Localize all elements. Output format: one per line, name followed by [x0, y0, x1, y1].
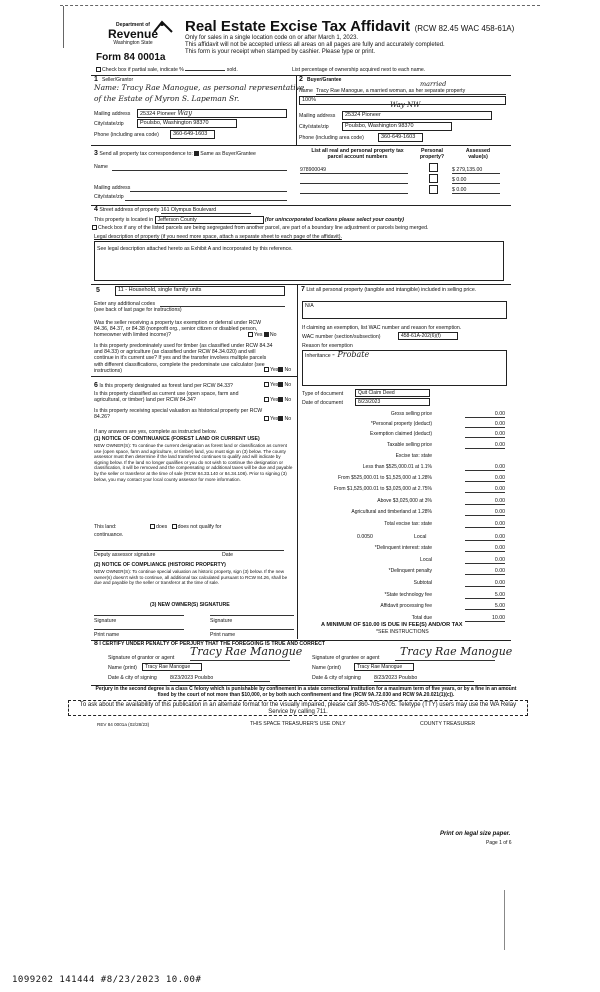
s5-q1-no[interactable]: [264, 332, 269, 337]
accessibility-box: [68, 700, 528, 716]
s3-name-label: Name: [94, 164, 108, 170]
parcel-row-0[interactable]: 978900049: [300, 167, 408, 174]
grantor-signature[interactable]: Tracy Rae Manogue: [190, 645, 303, 658]
s6-q1-yes-label: Yes: [270, 382, 279, 388]
same-as-buyer-checkbox[interactable]: [194, 151, 199, 156]
buyer-label: Buyer/Grantee: [307, 77, 342, 83]
buyer-addr-label: Mailing address: [299, 113, 336, 119]
partial-sale-row: [96, 67, 238, 73]
grantee-sig-line: [395, 660, 495, 661]
calc2-label-6: Total due: [411, 615, 432, 621]
revenue-logo-icon: [152, 20, 174, 34]
calc-label-10: Total excise tax: state: [384, 521, 432, 527]
dept-line3: Washington State: [113, 40, 153, 46]
s5-q1: Was the seller receiving a property tax exemption or deferral under RCW 84.36, 84.37, or 84.38 (nonprofit org., senior citizen or disabled person, homeowner with limited income)?: [94, 320, 262, 339]
s6-q2-answers: [264, 397, 291, 403]
seller-address-field[interactable]: [137, 109, 287, 118]
personal-header: Personal property?: [419, 148, 445, 161]
calc-value-3[interactable]: 0.00: [465, 442, 505, 449]
s6-q3-yes-label: Yes: [270, 416, 279, 422]
calc-label-0: Gross selling price: [390, 411, 432, 417]
calc-label-5: Less than $525,000.01 at 1.1%: [362, 464, 432, 470]
form-title: Real Estate Excise Tax Affidavit: [185, 18, 411, 35]
s5-q2-answers: [264, 367, 291, 373]
calc-value-6[interactable]: 0.00: [465, 475, 505, 482]
note-3: This form is your receipt when stamped by cashier. Please type or print.: [185, 49, 376, 55]
continuance-label: continuance.: [94, 532, 124, 538]
s6-q1-no-label: No: [284, 382, 292, 388]
s3-addr-label: Mailing address: [94, 185, 131, 191]
county-select[interactable]: Jefferson County: [155, 216, 264, 224]
buyer-city-label: City/state/zip: [299, 124, 329, 130]
buyer-city-field[interactable]: Poulsbo, Washington 98370: [342, 122, 452, 131]
grantee-date-label: Date & city of signing: [312, 675, 361, 681]
compliance-title: (2) NOTICE OF COMPLIANCE (HISTORIC PROPERTY): [94, 562, 226, 568]
assessed-row-2[interactable]: $ 0.00: [452, 187, 500, 194]
segregation-checkbox[interactable]: [92, 225, 97, 230]
section-4-num: 4: [94, 206, 98, 213]
owner-print-label-1: Print name: [94, 632, 120, 638]
buyer-addr-hand: Way NW: [390, 101, 421, 109]
s3-name-input[interactable]: [112, 170, 287, 171]
unincorp-note: (for unincorporated locations please select your county): [265, 217, 404, 223]
s5-q2-yes-label: Yes: [270, 367, 279, 373]
seller-addr-label: Mailing address: [94, 111, 131, 117]
seller-address-hand: Way: [177, 109, 193, 117]
s7-label-row: [301, 287, 501, 293]
grantor-name-field[interactable]: Tracy Rae Manogue: [142, 663, 202, 671]
form-cite: (RCW 82.45 WAC 458-61A): [414, 24, 515, 33]
section-3-num: 3: [94, 150, 98, 157]
calc-label-9: Agricultural and timberland at 1.28%: [351, 509, 432, 515]
calc2-label-3: Subtotal: [413, 580, 432, 586]
owner-print-line-1[interactable]: [94, 629, 184, 630]
partial-sale-pct-input[interactable]: [185, 70, 225, 71]
calc-label-2: Exemption claimed (deduct): [370, 431, 432, 437]
dept-line1: Department of: [116, 22, 150, 28]
calc-label-3: Taxable selling price: [386, 442, 432, 448]
buyer-name-field[interactable]: Tracy Rae Manogue, a married woman, as her separate property: [316, 88, 506, 95]
s3-city-input[interactable]: [125, 200, 287, 201]
parcel-row-2[interactable]: [300, 187, 408, 194]
grantee-name-field[interactable]: Tracy Rae Manogue: [354, 663, 414, 671]
calc2-label-5: Affidavit processing fee: [380, 603, 432, 609]
continuance-title: (1) NOTICE OF CONTINUANCE (FOREST LAND OR CURRENT USE): [94, 436, 260, 442]
doc-date-field[interactable]: 8/23/2023: [355, 398, 430, 406]
s6-q3-yes[interactable]: [264, 416, 269, 421]
rev-number: REV 84 0001a (02/28/23): [97, 722, 150, 727]
calc-label-6: From $525,000.01 to $1,525,000 at 1.28%: [338, 475, 432, 481]
s6-q2-no-label: No: [284, 397, 292, 403]
buyer-address-field[interactable]: 25324 Pioneer: [342, 111, 492, 120]
local-value[interactable]: 0.00: [465, 534, 505, 541]
calc2-value-4[interactable]: 5.00: [465, 592, 505, 599]
s5-q1-answers: [248, 332, 277, 338]
dept-line2: Revenue: [107, 27, 159, 41]
s5-q2-no[interactable]: [278, 367, 283, 372]
owner-sig-line-1[interactable]: [94, 615, 184, 616]
section-5-num: 5: [96, 287, 100, 294]
s5-q1-no-label: No: [269, 332, 277, 338]
section-8-num: 8: [94, 640, 98, 647]
seller-name-hand-2[interactable]: of the Estate of Myron S. Lapeman Sr.: [94, 94, 240, 103]
rule: [91, 284, 511, 285]
land-does-label: does: [156, 524, 168, 530]
doc-type-field[interactable]: Quit Claim Deed: [355, 389, 430, 397]
s8-cert: I CERTIFY UNDER PENALTY OF PERJURY THAT THE FOREGOING IS TRUE AND CORRECT: [99, 641, 326, 647]
owner-sig-label-2: Signature: [210, 618, 233, 624]
note-2: This affidavit will not be accepted unless all areas on all pages are fully and accurately completed.: [185, 42, 445, 48]
buyer-phone-label: Phone (including area code): [299, 135, 364, 141]
buyer-name-label: Name: [299, 88, 313, 94]
legal-description-field[interactable]: See legal description attached hereto as Exhibit A and incorporated by this reference.: [94, 241, 504, 281]
grantor-date-label: Date & city of signing: [108, 675, 157, 681]
s6-q2: Is this property classified as current use (open space, farm and agricultural, or timber) land per RCW 84.34?: [94, 391, 239, 404]
assessed-row-0[interactable]: $ 279,135.00: [452, 167, 500, 174]
calc2-value-6[interactable]: 10.00: [465, 615, 505, 622]
rule: [91, 205, 511, 206]
personal-checkbox-2[interactable]: [429, 185, 438, 194]
land-label: This land:: [94, 524, 117, 530]
reason-label: Reason for exemption: [302, 343, 353, 349]
seller-city-label: City/state/zip: [94, 121, 124, 127]
calc-label-7: From $1,525,000.01 to $3,025,000 at 2.75%: [333, 486, 432, 492]
seller-city-field[interactable]: Poulsbo, Washington 98370: [137, 119, 237, 128]
owner-sig-label-1: Signature: [94, 618, 117, 624]
s6-q1: Is this property designated as forest land per RCW 84.33?: [99, 383, 233, 389]
buyer-married-hand: married: [420, 80, 447, 88]
seller-phone-label: Phone (including area code): [94, 132, 159, 138]
calc-value-1[interactable]: 0.00: [465, 421, 505, 428]
personal-checkbox-0[interactable]: [429, 163, 438, 172]
new-owner-sig-title: (3) NEW OWNER(S) SIGNATURE: [150, 602, 230, 608]
s3-addr-input[interactable]: [130, 191, 287, 192]
deputy-date-label: Date: [222, 552, 233, 558]
partial-sale-checkbox[interactable]: [96, 67, 101, 72]
doc-date-label: Date of document: [302, 400, 343, 406]
segregation-row: [92, 225, 512, 231]
owner-print-line-2[interactable]: [210, 629, 294, 630]
calc2-value-2[interactable]: 0.00: [465, 568, 505, 575]
grantor-name-label: Name (print): [108, 665, 137, 671]
calc2-label-0: *Delinquent interest: state: [374, 545, 432, 551]
exempt-label: If claiming an exemption, list WAC number and reason for exemption.: [302, 325, 462, 331]
calc-value-2[interactable]: 0.00: [465, 431, 505, 438]
s6-q3-no-label: No: [284, 416, 292, 422]
street-field[interactable]: 161 Olympus Boulevard: [161, 207, 251, 214]
codes-label: Enter any additional codes: [94, 301, 156, 307]
s6-q1-row: [94, 383, 264, 389]
see-instructions: *SEE INSTRUCTIONS: [376, 629, 429, 635]
calc2-value-1[interactable]: 0.00: [465, 557, 505, 564]
s6-q1-no[interactable]: [278, 382, 283, 387]
form-number: Form 84 0001a: [96, 52, 166, 63]
grantor-sig-label: Signature of grantor or agent: [108, 655, 175, 661]
ownership-pct-label: List percentage of ownership acquired next to each name.: [292, 67, 426, 73]
partial-sale-label: Check box if partial sale, indicate %: [102, 67, 184, 73]
legal-label: Legal description of property (if you need more space, attach a separate sheet to each page of the affidavit).: [94, 234, 342, 240]
calc-value-10[interactable]: 0.00: [465, 521, 505, 528]
doc-type-label: Type of document: [302, 391, 344, 397]
s5-q1-yes-label: Yes: [254, 332, 263, 338]
section-1-num: 1: [94, 76, 98, 83]
header-notes: [185, 35, 515, 56]
grantee-signature[interactable]: Tracy Rae Manogue: [400, 645, 513, 658]
calc-value-0[interactable]: 0.00: [465, 411, 505, 418]
calc-value-8[interactable]: 0.00: [465, 498, 505, 505]
accessibility-note: To ask about the availability of this publication in an alternate format for the visually impaired, please call 360-705-6705. Teletype (TTY) users may use the WA Relay Service by calling 711.: [79, 702, 517, 715]
section-4-street-row: [94, 207, 251, 214]
recording-stamp: 1099202 141444 #8/23/2023 10.00#: [12, 975, 202, 985]
wac-field[interactable]: 458-61A-202(6)(f): [398, 332, 458, 340]
s6-q3: Is this property receiving special valuation as historical property per RCW 84.26?: [94, 408, 263, 421]
wac-label: WAC number (section/subsection): [302, 334, 381, 340]
s5-q2-no-label: No: [284, 367, 292, 373]
s6-q2-yes-label: Yes: [270, 397, 279, 403]
calc2-label-1: Local: [420, 557, 432, 563]
owner-print-label-2: Print name: [210, 632, 236, 638]
land-does-not-label: does not qualify for: [177, 524, 222, 530]
edge-mark: [504, 890, 505, 950]
local-label: Local: [414, 534, 427, 540]
grantee-date-field[interactable]: 8/23/2023 Poulsbo: [374, 675, 474, 682]
s6-note: If any answers are yes, complete as instructed below.: [94, 429, 217, 435]
calc-label-4: Excise tax: state: [395, 453, 432, 459]
continuance-body: NEW OWNER(S): To continue the current designation as forest land or classification as current use (open space, farm and agriculture, or timber) land, you must sign on (3) below. The county assessor must then determine if the land transferred continues to qualify and will indicate by signing below. If the land no longer qualifies or you do not wish to continue the designation or classification, it will be removed and the compensating or additional taxes will be due and payable by the seller or transferor at the time of sale (RCW 84.33.140 or 84.34.108). Prior to signing (3) below, you may contact your local county assessor for more information.: [94, 443, 293, 482]
s7-label: List all personal property (tangible and intangible) included in selling price.: [306, 287, 477, 293]
legal-paper-note: Print on legal size paper.: [440, 831, 511, 837]
land-does-checkbox[interactable]: [150, 524, 155, 529]
calc-value-7[interactable]: 0.00: [465, 486, 505, 493]
assessed-header: Assessed value(s): [465, 148, 491, 161]
calc2-value-3[interactable]: 0.00: [465, 580, 505, 587]
form-title-row: [185, 18, 514, 36]
grantor-date-field[interactable]: 8/23/2023 Poulsbo: [170, 675, 270, 682]
treasurer-use: THIS SPACE TREASURER'S USE ONLY: [250, 721, 346, 727]
calc-label-1: *Personal property (deduct): [370, 421, 432, 427]
parcels-header: List all real and personal property tax parcel account numbers: [311, 148, 404, 161]
section-6-num: 6: [94, 382, 98, 389]
calc2-label-4: *State technology fee: [384, 592, 432, 598]
s5-q2: Is this property predominately used for timber (as classified under RCW 84.34 and 84.33) or agriculture (as classified under RCW 84.34.020) and will continue in it's current use? If yes and the transfer involves multiple parcels with different classifications, complete the predominate use calculator (see instructions): [94, 343, 273, 374]
county-treasurer: COUNTY TREASURER: [420, 721, 476, 727]
rule: [91, 145, 511, 146]
grantee-sig-label: Signature of grantee or agent: [312, 655, 380, 661]
same-as-buyer-label: Same as Buyer/Grantee: [200, 151, 256, 157]
minimum-note: A MINIMUM OF $10.00 IS DUE IN FEE(S) AND/OR TAX: [321, 622, 463, 628]
seller-phone-field[interactable]: 360-649-1603: [170, 130, 215, 139]
land-does-row: [150, 524, 221, 530]
note-1: Only for sales in a single location code on or after March 1, 2023.: [185, 35, 359, 41]
seller-name-hand[interactable]: Name: Tracy Rae Manogue, as personal representative: [94, 83, 305, 92]
s5-q2-yes[interactable]: [264, 367, 269, 372]
s5-q1-yes[interactable]: [248, 332, 253, 337]
reason-value: Inheritance: [305, 353, 331, 359]
seller-address-value: 25324 Pioneer: [140, 111, 176, 117]
compliance-body: NEW OWNER(S): To continue special valuation as historic property, sign (3) below. If the new owner(s) doesn't wish to continue, all additional tax calculated pursuant to RCW 84.26, shall be due and payable by the seller or transferor at the time of sale.: [94, 569, 288, 586]
section-2-num: 2: [299, 76, 303, 83]
grantor-sig-line: [190, 660, 290, 661]
calc2-label-2: *Delinquent penalty: [388, 568, 432, 574]
codes-note: (see back of last page for instructions): [94, 307, 182, 313]
perjury-notice: Perjury in the second degree is a class C felony which is punishable by confinement in a state correctional institution for a maximum term of five years, or by a fine in an amount fixed by the court of not more than $10,000, or by both such confinement and fine (RCW 9A.72.030 and RCW 9A.20.021(1)(c)).: [95, 686, 517, 698]
personal-checkbox-1[interactable]: [429, 174, 438, 183]
s6-q1-yes[interactable]: [264, 382, 269, 387]
top-border: [60, 5, 540, 6]
s6-q2-no[interactable]: [278, 397, 283, 402]
personal-property-field[interactable]: N/A: [302, 301, 507, 319]
section-3-row: [94, 151, 256, 157]
grantee-name-label: Name (print): [312, 665, 341, 671]
calc2-value-5[interactable]: 5.00: [465, 603, 505, 610]
buyer-pct-field[interactable]: 100%: [299, 96, 506, 105]
section-7-num: 7: [301, 286, 305, 293]
calc-label-8: Above $3,025,000 at 3%: [377, 498, 432, 504]
calc-value-5[interactable]: 0.00: [465, 464, 505, 471]
use-code-select[interactable]: 11 - Household, single family units: [115, 286, 285, 296]
seller-label: Seller/Grantor: [102, 77, 134, 83]
section-4-county-row: [94, 216, 404, 224]
section-3-label: Send all property tax correspondence to:: [99, 151, 193, 157]
calc2-value-0[interactable]: 0.00: [465, 545, 505, 552]
street-label: Street address of property: [99, 207, 160, 213]
segregation-label: Check box if any of the listed parcels are being segregated from another parcel, are part of a boundary line adjustment or parcels being merged.: [98, 225, 429, 231]
buyer-phone-field[interactable]: 360-649-1603: [378, 133, 423, 142]
rule: [91, 376, 297, 377]
reason-field[interactable]: [302, 350, 507, 386]
s6-q2-yes[interactable]: [264, 397, 269, 402]
partial-sale-label2: sold.: [226, 67, 238, 73]
county-label: This property is located in: [94, 217, 154, 223]
calc-value-9[interactable]: 0.00: [465, 509, 505, 516]
s3-city-label: City/state/zip: [94, 194, 124, 200]
assessed-row-1[interactable]: $ 0.00: [452, 177, 500, 184]
parcel-row-1[interactable]: [300, 177, 408, 184]
reason-hand: - Probate: [332, 350, 370, 359]
deputy-signature-line[interactable]: [94, 550, 284, 551]
deputy-label: Deputy assessor signature: [94, 552, 156, 558]
page-number: Page 1 of 6: [486, 840, 512, 846]
s6-q1-answers: [264, 382, 291, 388]
land-does-not-checkbox[interactable]: [172, 524, 177, 529]
left-border-top: [63, 6, 64, 48]
local-rate: 0.0050: [357, 534, 373, 540]
